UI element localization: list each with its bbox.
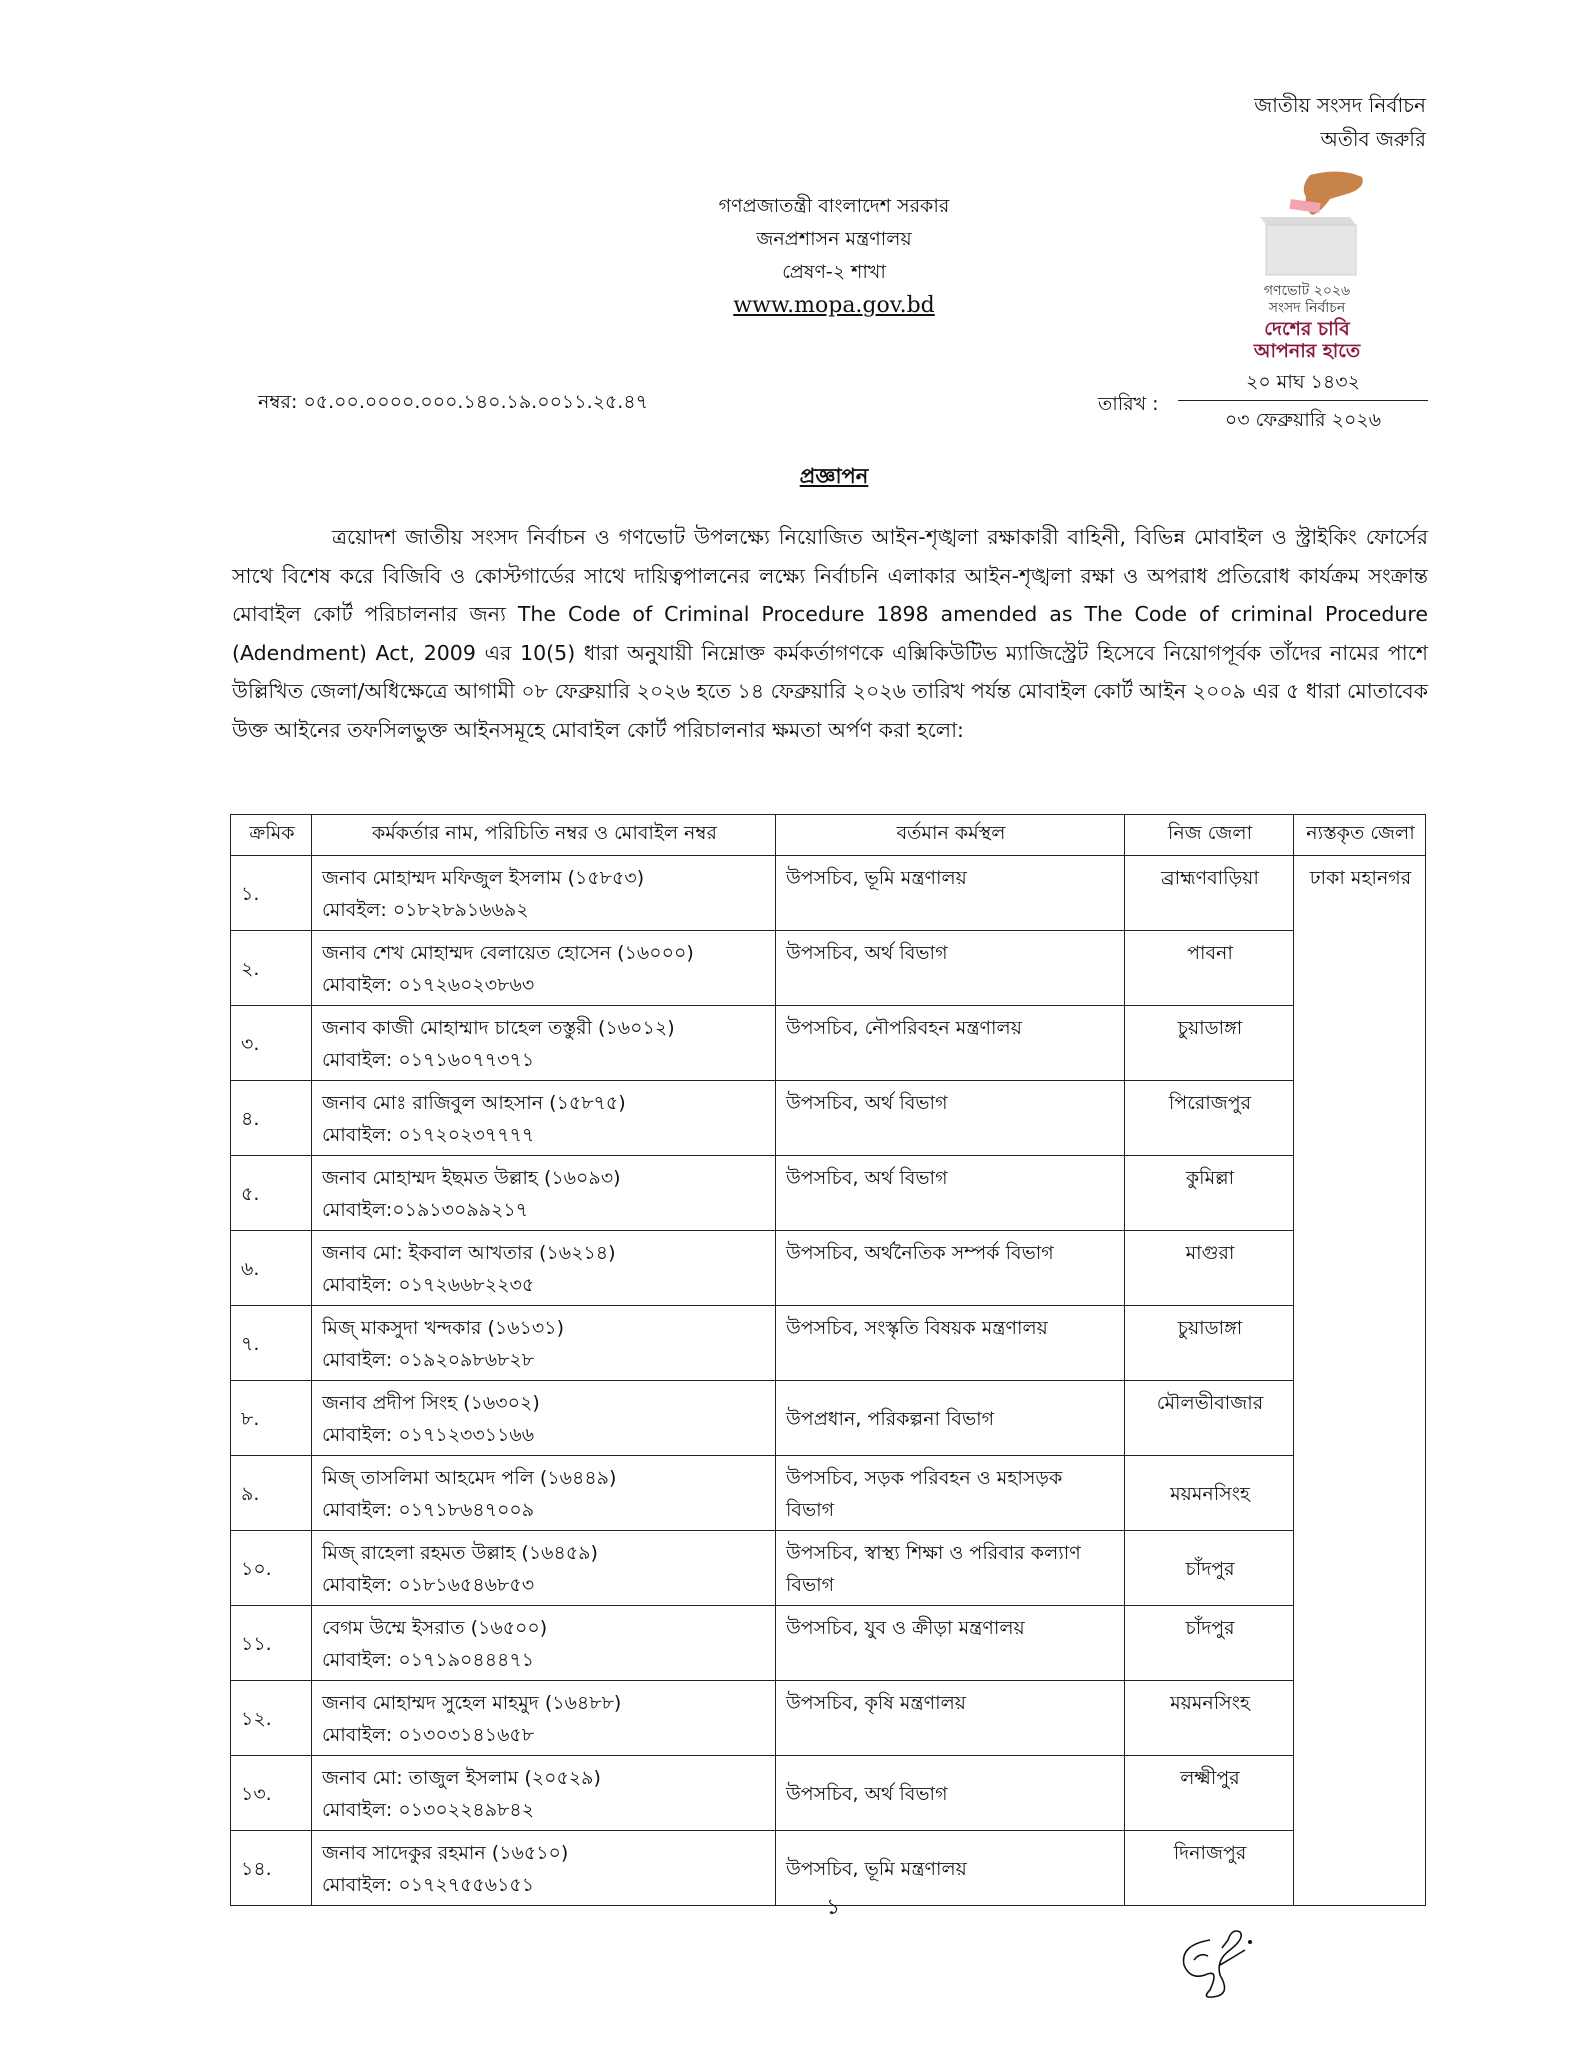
cell-workplace (776, 1456, 1125, 1531)
home-district: চাঁদপুর (1185, 1558, 1235, 1580)
officer-name: জনাব মো: তাজুল ইসলাম (২০৫২৯) (322, 1767, 601, 1789)
cell-home-district (1125, 856, 1294, 931)
officer-name: জনাব শেখ মোহাম্মদ বেলায়েত হোসেন (১৬০০০) (322, 942, 694, 964)
serial-number: ১. (241, 883, 260, 905)
workplace: উপসচিব, নৌপরিবহন মন্ত্রণালয় (786, 1017, 1022, 1039)
header-assigned-district: ন্যস্তকৃত জেলা (1294, 815, 1426, 856)
cell-home-district (1125, 1831, 1294, 1906)
workplace: উপসচিব, অর্থনৈতিক সম্পর্ক বিভাগ (786, 1242, 1054, 1264)
cell-home-district (1125, 1681, 1294, 1756)
serial-number: ৩. (241, 1033, 260, 1055)
memo-number-label: নম্বর: (258, 391, 298, 413)
cell-officer (312, 1381, 776, 1456)
table-row (231, 1081, 1426, 1156)
serial-number: ১৩. (241, 1783, 272, 1805)
home-district: পাবনা (1187, 942, 1233, 964)
home-district: ব্রাহ্মণবাড়িয়া (1161, 867, 1259, 889)
cell-workplace (776, 1231, 1125, 1306)
website-link[interactable]: www.mopa.gov.bd (733, 293, 935, 318)
classification-note (1254, 88, 1426, 156)
cell-officer (312, 1231, 776, 1306)
cell-home-district (1125, 1081, 1294, 1156)
cell-serial (231, 1006, 312, 1081)
officer-mobile: মোবইল: ০১৮২৮৯১৬৬৯২ (322, 899, 529, 921)
svg-text:দেশের চাবি: দেশের চাবি (1264, 318, 1350, 340)
date-bangla: ২০ মাঘ ১৪৩২ (1246, 371, 1360, 393)
cell-serial (231, 1081, 312, 1156)
workplace: উপসচিব, কৃষি মন্ত্রণালয় (786, 1692, 966, 1714)
cell-officer (312, 1531, 776, 1606)
election-label: জাতীয় সংসদ নির্বাচন (1254, 93, 1426, 117)
cell-officer (312, 1156, 776, 1231)
cell-workplace (776, 1756, 1125, 1831)
officers-table (230, 814, 1426, 1906)
home-district: ময়মনসিংহ (1170, 1483, 1250, 1505)
branch-name: প্রেষণ-২ শাখা (782, 261, 886, 283)
table-row (231, 1306, 1426, 1381)
cell-workplace (776, 856, 1125, 931)
table-row (231, 1756, 1426, 1831)
page-number: ১ (826, 1895, 841, 1920)
cell-home-district (1125, 1531, 1294, 1606)
cell-home-district (1125, 1456, 1294, 1531)
cell-officer (312, 1756, 776, 1831)
assigned-district: ঢাকা মহানগর (1309, 867, 1412, 889)
serial-number: ৪. (241, 1108, 260, 1130)
body-paragraph: ত্রয়োদশ জাতীয় সংসদ নির্বাচন ও গণভোট উপলক্ষ্যে নিয়োজিত আইন-শৃঙ্খলা রক্ষাকারী বাহিনী, বিভিন্ন মোবাইল ও স্ট্রাইকিং ফোর্সের সাথে বিশেষ করে বিজিবি ও কোস্টগার্ডের সাথে দায়িত্বপালনের লক্ষ্যে নির্বাচনি এলাকার আইন-শৃঙ্খলা রক্ষা ও অপরাধ প্রতিরোধ কার্যক্রম সংক্রান্ত মোবাইল কোর্ট পরিচালনার জন্য The Code of Criminal Procedure 1898 amended as The Code of criminal Procedure (Adendment) Act, 2009 এর 10(5) ধারা অনুযায়ী নিম্নোক্ত কর্মকর্তাগণকে এক্সিকিউটিভ ম্যাজিস্ট্রেট হিসেবে নিয়োগপূর্বক তাঁদের নামের পাশে উল্লিখিত জেলা/অধিক্ষেত্রে আগামী ০৮ ফেব্রুয়ারি ২০২৬ হতে ১৪ ফেব্রুয়ারি ২০২৬ তারিখ পর্যন্ত মোবাইল কোর্ট আইন ২০০৯ এর ৫ ধারা মোতাবেক উক্ত আইনের তফসিলভুক্ত আইনসমূহে মোবাইল কোর্ট পরিচালনার ক্ষমতা অর্পণ করা হলো: (232, 525, 1428, 742)
cell-workplace (776, 1006, 1125, 1081)
svg-text:সংসদ নির্বাচন: সংসদ নির্বাচন (1268, 300, 1346, 316)
cell-home-district (1125, 1156, 1294, 1231)
workplace: উপসচিব, অর্থ বিভাগ (786, 1167, 948, 1189)
table-row (231, 1531, 1426, 1606)
urgency-label: অতীব জরুরি (1320, 127, 1426, 151)
workplace: উপসচিব, সড়ক পরিবহন ও মহাসড়ক বিভাগ (786, 1467, 1063, 1521)
home-district: দিনাজপুর (1173, 1842, 1247, 1864)
header-officer: কর্মকর্তার নাম, পরিচিতি নম্বর ও মোবাইল নম্বর (312, 815, 776, 856)
table-row (231, 1231, 1426, 1306)
cell-home-district (1125, 1606, 1294, 1681)
officer-name: জনাব সাদেকুর রহমান (১৬৫১০) (322, 1842, 569, 1864)
officer-name: মিজ্ মাকসুদা খন্দকার (১৬১৩১) (322, 1317, 564, 1339)
home-district: লক্ষ্মীপুর (1180, 1767, 1240, 1789)
workplace: উপসচিব, অর্থ বিভাগ (786, 1092, 948, 1114)
cell-home-district (1125, 1756, 1294, 1831)
table-row (231, 1156, 1426, 1231)
officer-name: জনাব কাজী মোহাম্মাদ চাহেল তস্তুরী (১৬০১২) (322, 1017, 675, 1039)
cell-home-district (1125, 1006, 1294, 1081)
cell-home-district (1125, 1231, 1294, 1306)
officer-name: বেগম উম্মে ইসরাত (১৬৫০০) (322, 1617, 548, 1639)
cell-home-district (1125, 1381, 1294, 1456)
cell-workplace (776, 1081, 1125, 1156)
table-row (231, 1381, 1426, 1456)
date-divider (1178, 400, 1428, 401)
notification-body (232, 518, 1428, 749)
serial-number: ৬. (241, 1258, 260, 1280)
cell-workplace (776, 931, 1125, 1006)
svg-text:গণভোট ২০২৬: গণভোট ২০২৬ (1263, 283, 1351, 299)
date-gregorian: ০৩ ফেব্রুয়ারি ২০২৬ (1224, 409, 1382, 431)
table-row (231, 1456, 1426, 1531)
header-home-district: নিজ জেলা (1125, 815, 1294, 856)
date-label: তারিখ : (1098, 393, 1159, 415)
header-workplace: বর্তমান কর্মস্থল (776, 815, 1125, 856)
table-row (231, 1681, 1426, 1756)
memo-number (258, 388, 648, 420)
home-district: চুয়াডাঙ্গা (1177, 1317, 1243, 1339)
officer-mobile: মোবাইল: ০১৭২০২৩৭৭৭৭ (322, 1124, 535, 1146)
cell-home-district (1125, 1306, 1294, 1381)
cell-serial (231, 1681, 312, 1756)
cell-serial (231, 856, 312, 931)
workplace: উপসচিব, যুব ও ক্রীড়া মন্ত্রণালয় (786, 1617, 1025, 1639)
workplace: উপসচিব, অর্থ বিভাগ (786, 1783, 948, 1805)
officer-mobile: মোবাইল: ০১৭২৭৫৫৬১৫১ (322, 1874, 535, 1896)
cell-officer (312, 1456, 776, 1531)
ballot-box-icon (1200, 165, 1415, 365)
cell-serial (231, 1606, 312, 1681)
header-serial: ক্রমিক (231, 815, 312, 856)
table-row (231, 1006, 1426, 1081)
officer-name: জনাব প্রদীপ সিংহ (১৬৩০২) (322, 1392, 540, 1414)
officer-mobile: মোবাইল: ০১৩০২২৪৯৮৪২ (322, 1799, 535, 1821)
svg-text:আপনার হাতে: আপনার হাতে (1253, 340, 1361, 362)
cell-workplace (776, 1681, 1125, 1756)
serial-number: ১২. (241, 1708, 272, 1730)
cell-officer (312, 1681, 776, 1756)
ministry-name: জনপ্রশাসন মন্ত্রণালয় (756, 228, 912, 250)
workplace: উপসচিব, ভূমি মন্ত্রণালয় (786, 1858, 967, 1880)
home-district: মাগুরা (1185, 1242, 1235, 1264)
cell-assigned-district (1294, 856, 1426, 1906)
officer-mobile: মোবাইল: ০১৭১৬০৭৭৩৭১ (322, 1049, 535, 1071)
cell-serial (231, 1531, 312, 1606)
cell-serial (231, 931, 312, 1006)
cell-officer (312, 1081, 776, 1156)
workplace: উপপ্রধান, পরিকল্পনা বিভাগ (786, 1408, 995, 1430)
officer-mobile: মোবাইল: ০১৭১৯০৪৪৪৭১ (322, 1649, 535, 1671)
cell-serial (231, 1306, 312, 1381)
officer-mobile: মোবাইল: ০১৭২৬৬৮২২৩৫ (322, 1274, 535, 1296)
serial-number: ১০. (241, 1558, 272, 1580)
officer-mobile: মোবাইল: ০১৯২০৯৮৬৮২৮ (322, 1349, 535, 1371)
home-district: মৌলভীবাজার (1156, 1392, 1264, 1414)
cell-officer (312, 1006, 776, 1081)
cell-serial (231, 1156, 312, 1231)
table-body (231, 856, 1426, 1906)
document-title: প্রজ্ঞাপন (799, 464, 869, 488)
table-row (231, 931, 1426, 1006)
officer-name: জনাব মোহাম্মদ সুহেল মাহমুদ (১৬৪৮৮) (322, 1692, 622, 1714)
table-row (231, 856, 1426, 931)
officer-name: মিজ্ রাহেলা রহমত উল্লাহ (১৬৪৫৯) (322, 1542, 598, 1564)
serial-number: ৮. (241, 1408, 260, 1430)
officer-mobile: মোবাইল: ০১৭২৬০২৩৮৬৩ (322, 974, 535, 996)
cell-workplace (776, 1531, 1125, 1606)
cell-serial (231, 1756, 312, 1831)
cell-officer (312, 931, 776, 1006)
officer-mobile: মোবাইল: ০১৭১৮৬৪৭০০৯ (322, 1499, 535, 1521)
workplace: উপসচিব, অর্থ বিভাগ (786, 942, 948, 964)
officer-mobile: মোবাইল:০১৯১৩০৯৯২১৭ (322, 1199, 529, 1221)
officer-name: মিজ্ তাসলিমা আহমেদ পলি (১৬৪৪৯) (322, 1467, 617, 1489)
home-district: কুমিল্লা (1185, 1167, 1235, 1189)
home-district: ময়মনসিংহ (1170, 1692, 1250, 1714)
election-logo (1200, 165, 1415, 365)
cell-serial (231, 1381, 312, 1456)
cell-serial (231, 1831, 312, 1906)
cell-workplace (776, 1306, 1125, 1381)
officer-mobile: মোবাইল: ০১৭১২৩৩১১৬৬ (322, 1424, 535, 1446)
serial-number: ১১. (241, 1633, 272, 1655)
officer-name: জনাব মোহাম্মদ মফিজুল ইসলাম (১৫৮৫৩) (322, 867, 645, 889)
cell-serial (231, 1456, 312, 1531)
cell-officer (312, 1606, 776, 1681)
officer-mobile: মোবাইল: ০১৮১৬৫৪৬৮৫৩ (322, 1574, 535, 1596)
officer-name: জনাব মোহাম্মদ ইছমত উল্লাহ (১৬০৯৩) (322, 1167, 621, 1189)
workplace: উপসচিব, ভূমি মন্ত্রণালয় (786, 867, 967, 889)
table-row (231, 1606, 1426, 1681)
cell-serial (231, 1231, 312, 1306)
signature-icon (1170, 1920, 1260, 2000)
serial-number: ১৪. (241, 1858, 272, 1880)
home-district: চুয়াডাঙ্গা (1177, 1017, 1243, 1039)
cell-officer (312, 856, 776, 931)
cell-home-district (1125, 931, 1294, 1006)
memo-number-value: ০৫.০০.০০০০.০০০.১৪০.১৯.০০১১.২৫.৪৭ (303, 391, 649, 413)
cell-officer (312, 1831, 776, 1906)
cell-workplace (776, 1156, 1125, 1231)
workplace: উপসচিব, স্বাস্থ্য শিক্ষা ও পরিবার কল্যাণ বিভাগ (786, 1542, 1081, 1596)
officer-name: জনাব মোঃ রাজিবুল আহসান (১৫৮৭৫) (322, 1092, 626, 1114)
serial-number: ৭. (241, 1333, 260, 1355)
home-district: পিরোজপুর (1168, 1092, 1252, 1114)
government-name: গণপ্রজাতন্ত্রী বাংলাদেশ সরকার (718, 195, 950, 217)
cell-workplace (776, 1381, 1125, 1456)
workplace: উপসচিব, সংস্কৃতি বিষয়ক মন্ত্রণালয় (786, 1317, 1048, 1339)
officer-mobile: মোবাইল: ০১৩০৩১৪১৬৫৮ (322, 1724, 535, 1746)
table-header-row (231, 815, 1426, 856)
cell-officer (312, 1306, 776, 1381)
serial-number: ৫. (241, 1183, 260, 1205)
serial-number: ২. (241, 958, 260, 980)
officer-name: জনাব মো: ইকবাল আখতার (১৬২১৪) (322, 1242, 616, 1264)
home-district: চাঁদপুর (1185, 1617, 1235, 1639)
cell-workplace (776, 1606, 1125, 1681)
serial-number: ৯. (241, 1483, 260, 1505)
